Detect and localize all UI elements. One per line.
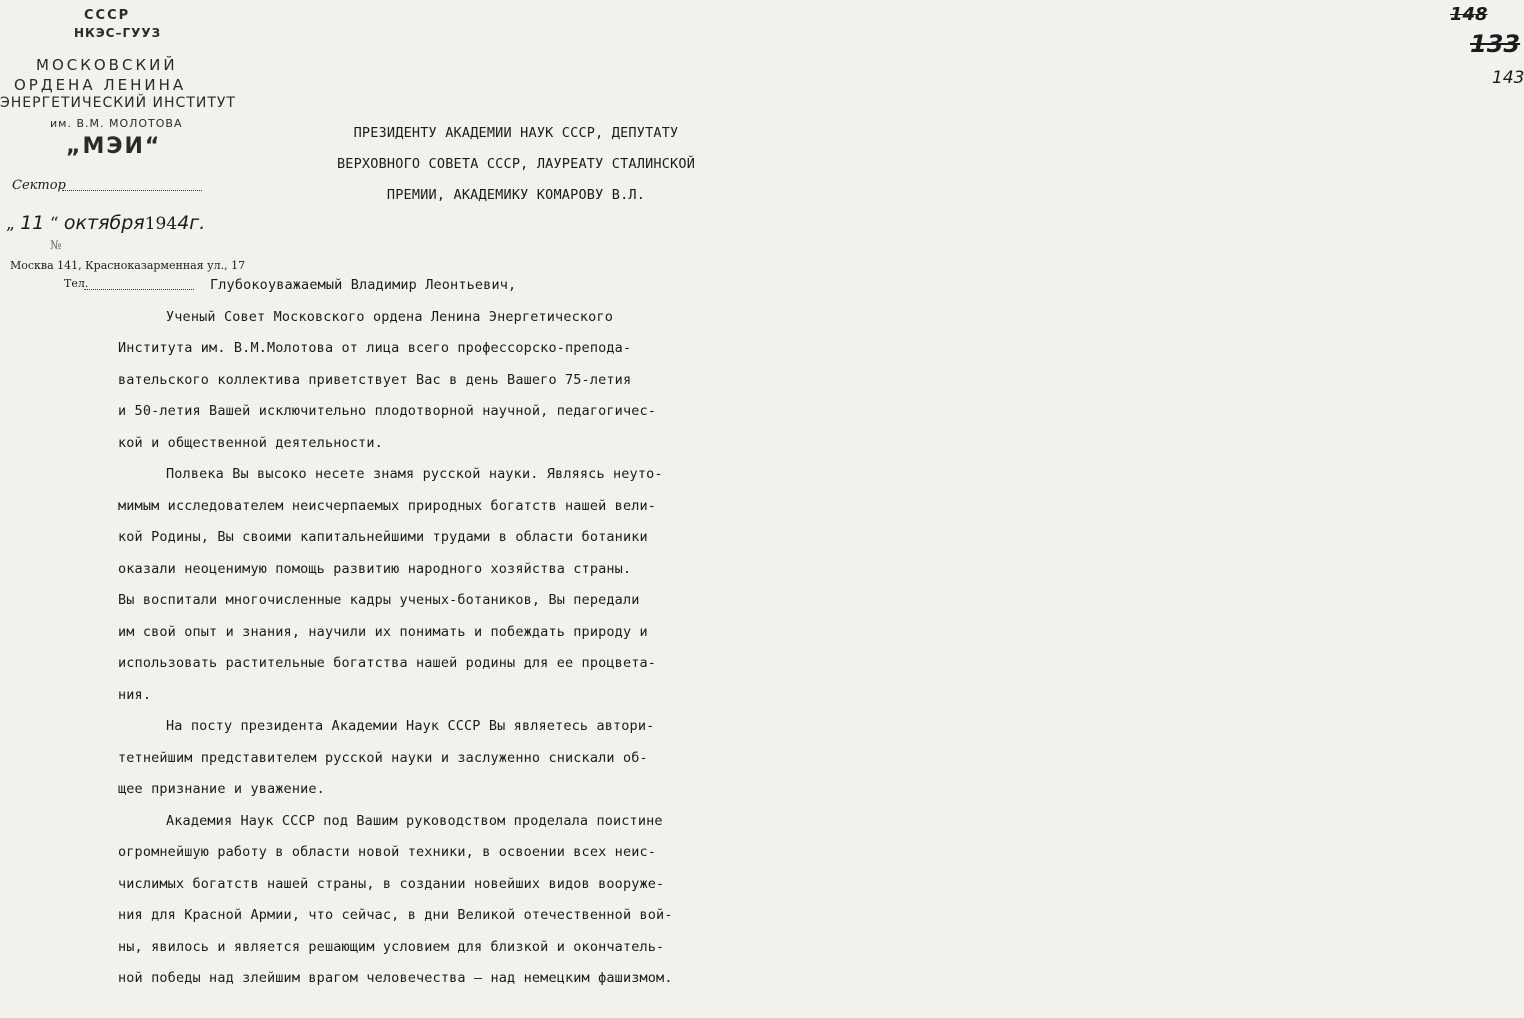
date-month: октября — [63, 212, 145, 234]
tel-label: Тел. — [64, 277, 89, 290]
body-line: Ученый Совет Московского ордена Ленина Энергетического — [166, 308, 613, 325]
body-line: Полвека Вы высоко несете знамя русской науки. Являясь неуто- — [166, 466, 663, 482]
body-line: оказали неоценимую помощь развитию народного хозяйства страны. — [118, 560, 632, 577]
date-day: 11 — [20, 212, 45, 234]
body-line: На посту президента Академии Наук СССР Вы являетесь автори- — [166, 718, 655, 734]
body-line: Академия Наук СССР под Вашим руководством проделала поистине — [166, 812, 663, 829]
body-line: числимых богатств нашей страны, в создании новейших видов вооруже- — [118, 875, 665, 892]
date-year-printed: 194 — [144, 214, 178, 234]
letterhead-institute-line2: ОРДЕНА ЛЕНИНА — [14, 76, 187, 94]
body-line: тетнейшим представителем русской науки и заслуженно снискали об- — [118, 749, 648, 766]
addressee-line-3: ПРЕМИИ, АКАДЕМИКУ КОМАРОВУ В.Л. — [386, 187, 646, 203]
body-line: ной победы над злейшим врагом человечества – над немецким фашизмом. — [118, 970, 673, 986]
body-line: ны, явилось и является решающим условием для близкой и окончатель- — [118, 938, 665, 955]
body-line: кой и общественной деятельности. — [118, 434, 383, 451]
date-year-suffix: 4г. — [177, 212, 206, 234]
body-line: кой Родины, Вы своими капитальнейшими трудами в области ботаники — [118, 529, 648, 545]
body-line: мимым исследователем неисчерпаемых природных богатств нашей вели- — [118, 497, 657, 514]
body-line: огромнейшую работу в области новой техники, в освоении всех неис- — [118, 844, 657, 860]
body-line: им свой опыт и знания, научили их понимать и побеждать природу и — [118, 623, 648, 640]
body-line: вательского коллектива приветствует Вас в день Вашего 75-летия — [118, 371, 632, 388]
body-line: ния для Красной Армии, что сейчас, в дни Великой отечественной вой- — [118, 907, 673, 923]
sector-blank-line — [62, 190, 202, 191]
letterhead-institute-line3: ЭНЕРГЕТИЧЕСКИЙ ИНСТИТУТ — [0, 95, 236, 111]
letterhead-abbreviation: „МЭИ“ — [66, 134, 162, 159]
institute-address: Москва 141, Красноказарменная ул., 17 — [10, 259, 246, 272]
body-line: и 50-летия Вашей исключительно плодотворной научной, педагогичес- — [118, 403, 657, 419]
body-line: использовать растительные богатства нашей родины для ее процвета- — [118, 655, 657, 671]
body-line: ния. — [118, 686, 152, 703]
number-label: № — [50, 238, 62, 252]
body-line: Института им. В.М.Молотова от лица всего профессорско-препода- — [118, 340, 632, 356]
addressee-block — [296, 118, 736, 211]
letter-body — [118, 270, 748, 995]
date-open-quote: „ — [6, 214, 15, 234]
letterhead-country: СССР — [84, 8, 131, 23]
letterhead-ministry: НКЭС–ГУУЗ — [74, 26, 162, 40]
letterhead — [0, 0, 246, 300]
addressee-line-2: ВЕРХОВНОГО СОВЕТА СССР, ЛАУРЕАТУ СТАЛИНСКОЙ — [336, 156, 696, 172]
archive-number-crossed-2: 133 — [1470, 30, 1521, 58]
letter-date — [6, 212, 205, 234]
archive-number-crossed-1: 148 — [1450, 4, 1488, 25]
salutation: Глубокоуважаемый Владимир Леонтьевич, — [210, 277, 517, 293]
body-line: Вы воспитали многочисленные кадры ученых-ботаников, Вы передали — [118, 592, 640, 608]
body-line: щее признание и уважение. — [118, 781, 325, 797]
sector-label: Сектор — [12, 178, 66, 193]
date-close-quote: “ — [49, 214, 59, 234]
addressee-line-1: ПРЕЗИДЕНТУ АКАДЕМИИ НАУК СССР, ДЕПУТАТУ — [353, 125, 679, 141]
letterhead-institute-line1: МОСКОВСКИЙ — [36, 56, 178, 74]
letterhead-institute-line4: им. В.М. МОЛОТОВА — [50, 117, 183, 130]
archive-number-current: 143 — [1492, 68, 1524, 88]
